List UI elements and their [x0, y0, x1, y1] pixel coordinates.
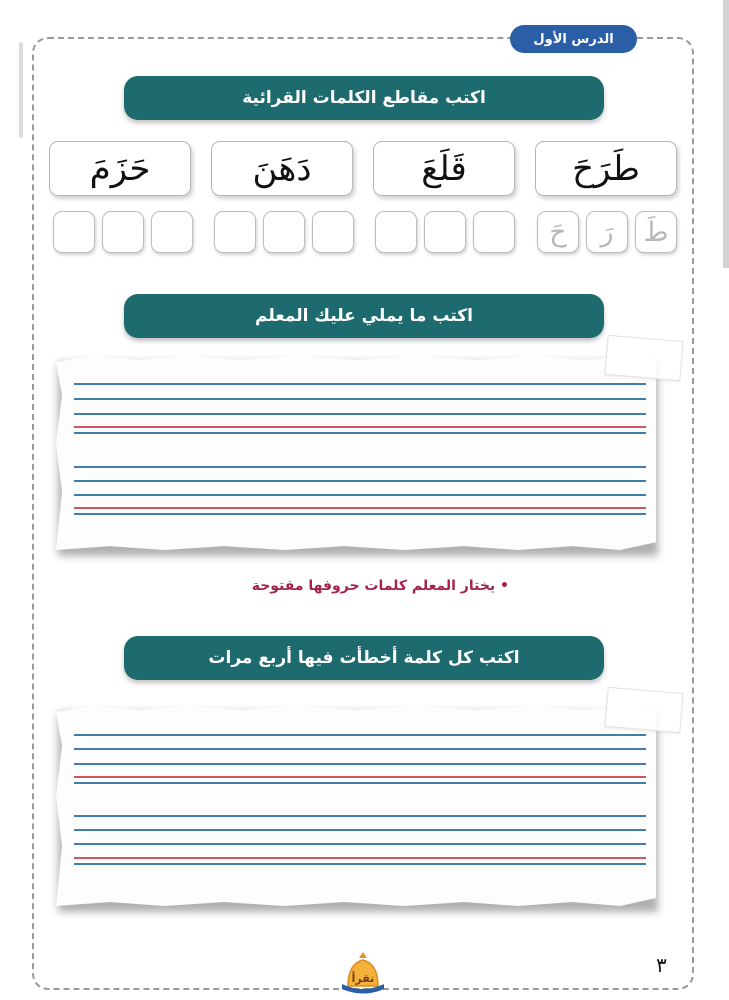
page-number: ٣ — [656, 953, 667, 977]
syllable-box-example-3: حَ — [537, 211, 579, 253]
dictation-section-title: اكتب ما يملي عليك المعلم — [124, 294, 604, 338]
syllable-box[interactable] — [53, 211, 95, 253]
writing-line — [74, 398, 646, 400]
writing-line — [74, 863, 646, 865]
syllable-box[interactable] — [102, 211, 144, 253]
syllable-box-example-1: طَ — [635, 211, 677, 253]
word-card-3: دَهَنَ — [211, 141, 353, 196]
tape-strip — [604, 687, 683, 733]
writing-line — [74, 432, 646, 434]
writing-line — [74, 413, 646, 415]
writing-line — [74, 815, 646, 817]
logo-text: تقرأ — [351, 972, 375, 985]
syllables-section-title: اكتب مقاطع الكلمات القرائية — [124, 76, 604, 120]
writing-line — [74, 480, 646, 482]
repeat-writing-area[interactable] — [56, 706, 656, 906]
writing-line — [74, 748, 646, 750]
writing-line — [74, 763, 646, 765]
book-logo-icon — [338, 950, 388, 994]
syllable-box[interactable] — [473, 211, 515, 253]
repeat-section-title: اكتب كل كلمة أخطأت فيها أربع مرات — [124, 636, 604, 680]
writing-line — [74, 466, 646, 468]
writing-line — [74, 383, 646, 385]
word-card-4: حَزَمَ — [49, 141, 191, 196]
word-card-1: طَرَحَ — [535, 141, 677, 196]
word-cards-row — [52, 141, 677, 195]
writing-line — [74, 426, 646, 428]
tape-strip — [604, 335, 683, 381]
writing-line — [74, 734, 646, 736]
syllable-box[interactable] — [214, 211, 256, 253]
writing-line — [74, 829, 646, 831]
left-margin-bar — [19, 42, 23, 138]
dictation-writing-area[interactable] — [56, 356, 656, 550]
writing-line — [74, 494, 646, 496]
syllable-box[interactable] — [375, 211, 417, 253]
syllable-box-example-2: رَ — [586, 211, 628, 253]
writing-line — [74, 843, 646, 845]
teacher-note: • يختار المعلم كلمات حروفها مفتوحة — [251, 578, 509, 594]
lesson-tab: الدرس الأول — [510, 25, 637, 53]
syllable-box[interactable] — [263, 211, 305, 253]
writing-line — [74, 782, 646, 784]
syllable-box[interactable] — [424, 211, 466, 253]
writing-line — [74, 513, 646, 515]
writing-line — [74, 857, 646, 859]
syllable-box[interactable] — [312, 211, 354, 253]
syllable-box[interactable] — [151, 211, 193, 253]
writing-line — [74, 776, 646, 778]
writing-line — [74, 507, 646, 509]
word-card-2: قَلَعَ — [373, 141, 515, 196]
scrollbar-edge — [723, 0, 729, 268]
